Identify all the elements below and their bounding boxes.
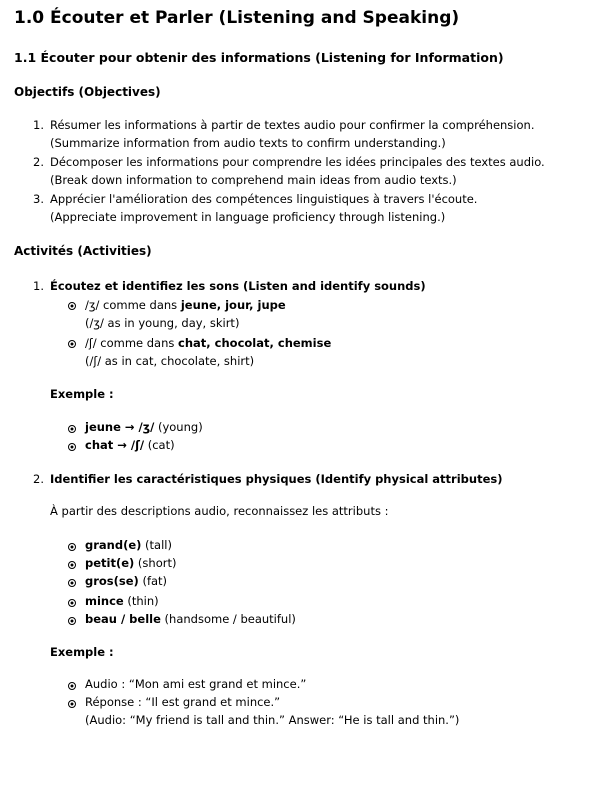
sound-translation: (/ʃ/ as in cat, chocolate, shirt)	[85, 354, 255, 368]
sound-translation: (/ʒ/ as in young, day, skirt)	[85, 316, 240, 330]
example-line: Réponse : “Il est grand et mince.”	[85, 695, 281, 709]
section-heading: 1.1 Écouter pour obtenir des informations (Listening for Information)	[14, 50, 504, 65]
attribute-word: grand(e)	[85, 538, 142, 552]
example-line	[85, 420, 203, 434]
objective-number: 2.	[33, 155, 44, 169]
attribute-line	[85, 612, 296, 626]
objective-number: 3.	[33, 192, 44, 206]
bullet-icon	[68, 425, 76, 433]
objective-number: 1.	[33, 118, 44, 132]
attribute-gloss: (short)	[134, 556, 177, 570]
activities-heading: Activités (Activities)	[14, 244, 152, 258]
activity-title: Écoutez et identifiez les sons (Listen and identify sounds)	[50, 279, 426, 293]
example-line: Audio : “Mon ami est grand et mince.”	[85, 677, 307, 691]
attribute-line	[85, 594, 159, 608]
bullet-icon	[68, 617, 76, 625]
activity-number: 2.	[33, 472, 44, 486]
activity-title: Identifier les caractéristiques physiques (Identify physical attributes)	[50, 472, 503, 486]
bullet-icon	[68, 302, 76, 310]
attribute-gloss: (fat)	[138, 574, 168, 588]
bullet-icon	[68, 443, 76, 451]
sound-prefix: /ʒ/ comme dans	[85, 298, 181, 312]
attribute-line	[85, 538, 172, 552]
attribute-gloss: (thin)	[123, 594, 159, 608]
attribute-word: petit(e)	[85, 556, 135, 570]
bullet-icon	[68, 682, 76, 690]
attribute-word: gros(se)	[85, 574, 139, 588]
example-label: Exemple :	[50, 645, 114, 659]
objective-en: (Summarize information from audio texts to confirm understanding.)	[50, 136, 446, 150]
objective-fr: Résumer les informations à partir de textes audio pour confirmer la compréhension.	[50, 118, 535, 132]
example-gloss: (cat)	[144, 438, 175, 452]
example-label: Exemple :	[50, 387, 114, 401]
activity-number: 1.	[33, 279, 44, 293]
bullet-icon	[68, 599, 76, 607]
sound-words: jeune, jour, jupe	[180, 298, 286, 312]
bullet-icon	[68, 543, 76, 551]
attribute-gloss: (handsome / beautiful)	[160, 612, 296, 626]
example-line	[85, 438, 175, 452]
bullet-icon	[68, 700, 76, 708]
sound-line	[85, 336, 331, 350]
attribute-word: mince	[85, 594, 124, 608]
sound-line	[85, 298, 286, 312]
sound-prefix: /ʃ/ comme dans	[85, 336, 179, 350]
example-word: jeune → /ʒ/	[85, 420, 155, 434]
attribute-word: beau / belle	[85, 612, 161, 626]
example-gloss: (young)	[154, 420, 203, 434]
page-title: 1.0 Écouter et Parler (Listening and Speaking)	[14, 8, 460, 28]
objectives-heading: Objectifs (Objectives)	[14, 85, 161, 99]
sound-words: chat, chocolat, chemise	[178, 336, 332, 350]
example-translation: (Audio: “My friend is tall and thin.” Answer: “He is tall and thin.”)	[85, 713, 460, 727]
bullet-icon	[68, 561, 76, 569]
activity-intro: À partir des descriptions audio, reconnaissez les attributs :	[50, 504, 389, 518]
objective-en: (Appreciate improvement in language proficiency through listening.)	[50, 210, 446, 224]
bullet-icon	[68, 340, 76, 348]
bullet-icon	[68, 579, 76, 587]
attribute-gloss: (tall)	[141, 538, 172, 552]
example-word: chat → /ʃ/	[85, 438, 145, 452]
objective-fr: Décomposer les informations pour comprendre les idées principales des textes audio.	[50, 155, 545, 169]
attribute-line	[85, 556, 176, 570]
objective-en: (Break down information to comprehend main ideas from audio texts.)	[50, 173, 457, 187]
attribute-line	[85, 574, 167, 588]
objective-fr: Apprécier l'amélioration des compétences linguistiques à travers l'écoute.	[50, 192, 478, 206]
